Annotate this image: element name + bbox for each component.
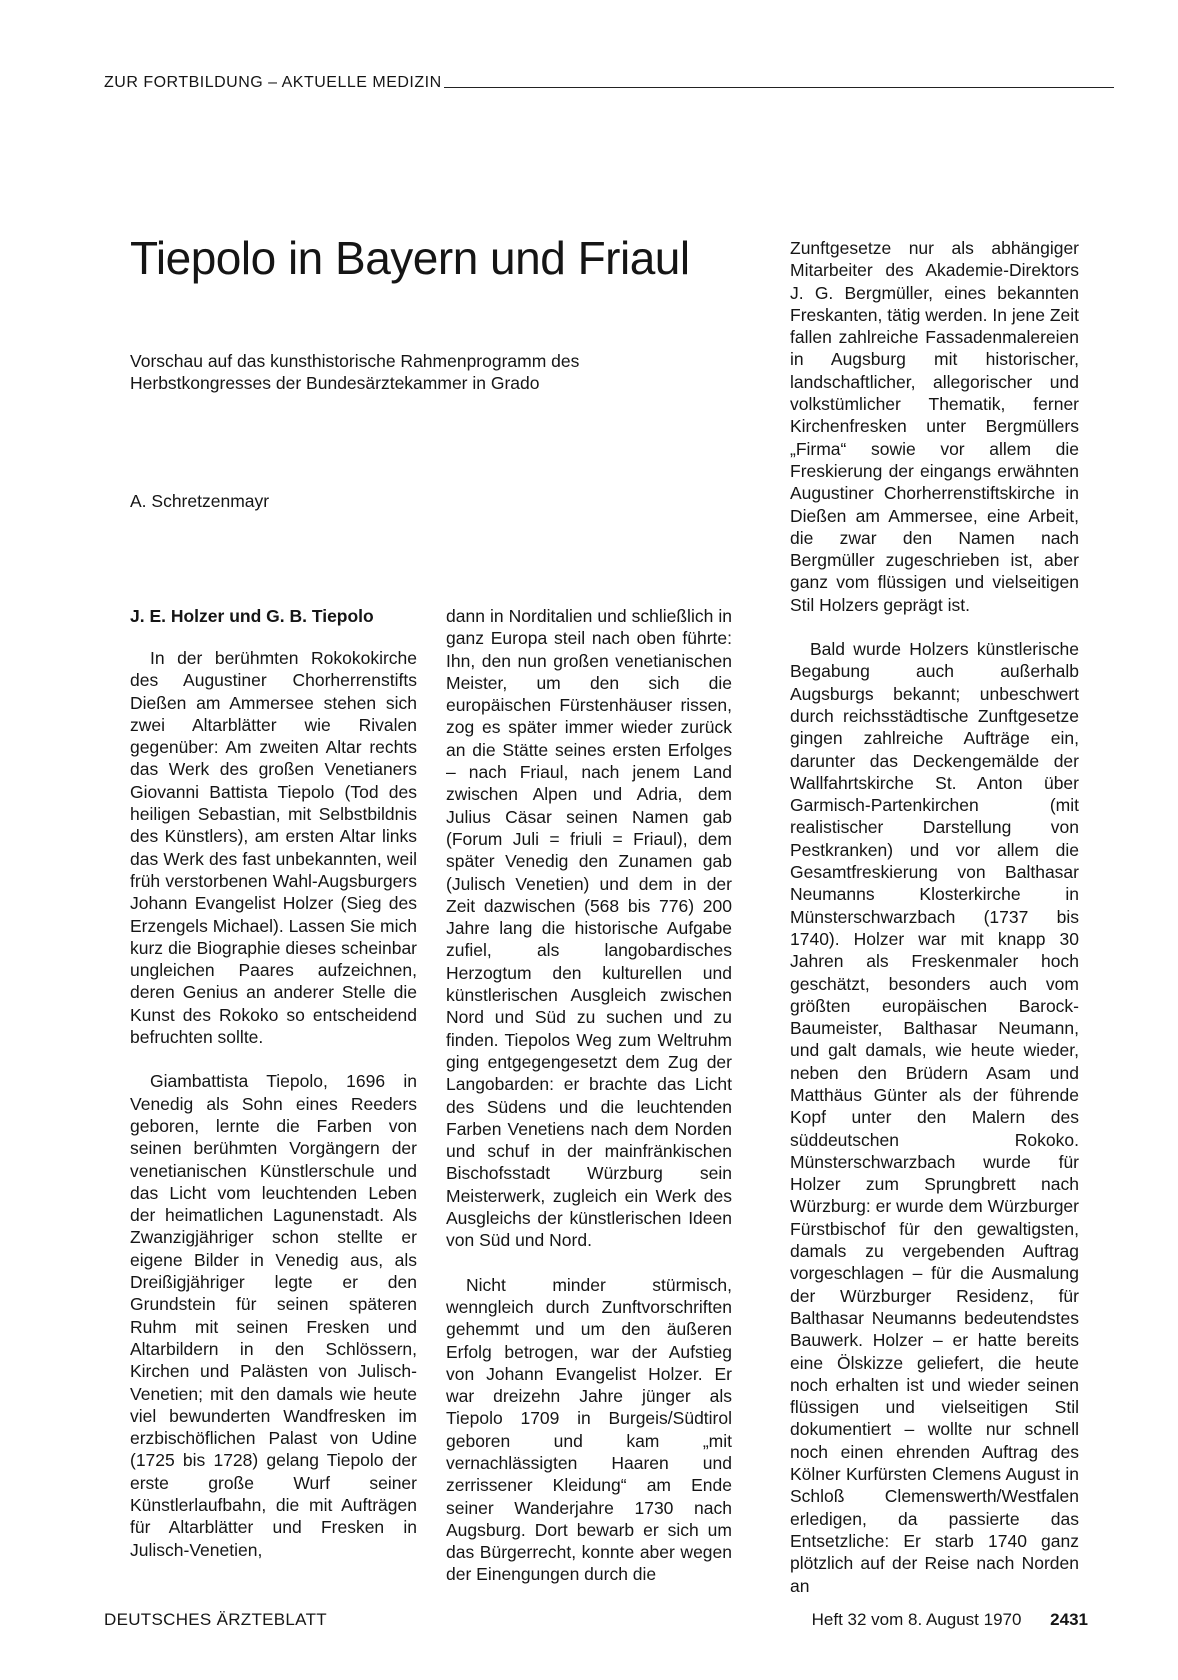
subtitle-line: Herbstkongresses der Bundesärztekammer in Grado (130, 373, 540, 393)
article-subtitle (130, 350, 670, 394)
subtitle-line: Vorschau auf das kunsthistorische Rahmenprogramm des (130, 351, 580, 371)
paragraph: Zunftgesetze nur als abhängiger Mitarbeiter des Akademie-Direktors J. G. Bergmüller, eines bekannten Freskanten, tätig werden. In jene Zeit fallen zahlreiche Fassadenmalereien in Augsburg mit historischer, landschaftlicher, allegorischer und volkstümlicher Thematik, ferner Kirchenfresken unter Bergmüllers „Firma“ sowie vor allem die Freskierung der eingangs erwähnten Augustiner Chorherrenstiftskirche in Dießen am Ammersee, eine Arbeit, die zwar den Namen nach Bergmüller zugeschrieben ist, aber ganz vom flüssigen und vielseitigen Stil Holzers geprägt ist. (790, 238, 1079, 615)
text-column-3 (790, 237, 1079, 1597)
text-column-1 (130, 605, 417, 1561)
journal-name: DEUTSCHES ÄRZTEBLATT (104, 1610, 327, 1629)
paragraph: dann in Norditalien und schließlich in ganz Europa steil nach oben führte: Ihn, den nun großen venetianischen Meister, um den sich die europäischen Fürstenhäuser rissen, zog es später immer wieder zurück an die Stätte seines ersten Erfolges – nach Friaul, nach jenem Land zwischen Alpen und Adria, dem Julius Cäsar seinen Namen gab (Forum Juli = friuli = Friaul), dem später Venedig den Zunamen gab (Julisch Venetien) und dem in der Zeit dazwischen (568 bis 776) 200 Jahre lang die historische Aufgabe zufiel, als langobardisches Herzogtum den kulturellen und künstlerischen Ausgleich zwischen Nord und Süd zu suchen und zu finden. Tiepolos Weg zum Weltruhm ging entgegengesetzt dem Zug der Langobarden: er brachte das Licht des Südens und die leuchtenden Farben Venetiens nach dem Norden und schuf in der mainfränkischen Bischofsstadt Würzburg sein Meisterwerk, zugleich ein Werk des Ausgleichs der künstlerischen Ideen von Süd und Nord. (446, 606, 732, 1251)
header-rule (444, 87, 1114, 88)
section-heading: J. E. Holzer und G. B. Tiepolo (130, 606, 374, 626)
paragraph: Nicht minder stürmisch, wenngleich durch Zunftvorschriften gehemmt und um den äußeren Erfolg betrogen, war der Aufstieg von Johann Evangelist Holzer. Er war dreizehn Jahre jünger als Tiepolo 1709 in Burgeis/Südtirol geboren und kam „mit vernachlässigten Haaren und zerrissener Kleidung“ am Ende seiner Wanderjahre 1730 nach Augsburg. Dort bewarb er sich um das Bürgerrecht, konnte aber wegen der Einengungen durch die (446, 1274, 732, 1585)
section-label: ZUR FORTBILDUNG – AKTUELLE MEDIZIN (104, 74, 442, 91)
text-column-2 (446, 605, 732, 1586)
running-header (104, 74, 1114, 92)
paragraph: In der berühmten Rokokokirche des Augustiner Chorherrenstifts Dießen am Ammersee stehen sich zwei Altarblätter wie Rivalen gegenüber: Am zweiten Altar rechts das Werk des großen Venetianers Giovanni Battista Tiepolo (Tod des heiligen Sebastian, mit Selbstbildnis des Künstlers), am ersten Altar links das Werk des fast unbekannten, weil früh verstorbenen Wahl-Augsburgers Johann Evangelist Holzer (Sieg des Erzengels Michael). Lassen Sie mich kurz die Biographie dieses scheinbar ungleichen Paares aufzeichnen, deren Genius an anderer Stelle die Kunst des Rokoko so entscheidend befruchten sollte. (130, 648, 417, 1048)
article-title: Tiepolo in Bayern und Friaul (130, 232, 690, 284)
paragraph: Giambattista Tiepolo, 1696 in Venedig als Sohn eines Reeders geboren, lernte die Farben von seinen berühmten Vorgängern der venetianischen Künstlerschule und das Licht vom leuchtenden Leben der heimatlichen Lagunenstadt. Als Zwanzigjähriger schon stellte er eigene Bilder in Venedig aus, als Dreißigjähriger legte er den Grundstein für seinen späteren Ruhm mit seinen Fresken und Altarbildern in den Schlössern, Kirchen und Palästen von Julisch-Venetien; mit den damals wie heute viel bewunderten Wandfresken im erzbischöflichen Palast von Udine (1725 bis 1728) gelang Tiepolo der erste große Wurf seiner Künstlerlaufbahn, die mit Aufträgen für Altarblätter und Fresken in Julisch-Venetien, (130, 1071, 417, 1560)
issue-info: Heft 32 vom 8. August 1970 (811, 1610, 1022, 1629)
article-author: A. Schretzenmayr (130, 491, 270, 511)
footer-issue-info (812, 1610, 1088, 1630)
paragraph: Bald wurde Holzers künstlerische Begabung auch außerhalb Augsburgs bekannt; unbeschwert durch reichsstädtische Zunftgesetze gingen zahlreiche Aufträge ein, darunter das Deckengemälde der Wallfahrtskirche St. Anton über Garmisch-Partenkirchen (mit realistischer Darstellung von Pestkranken) und vor allem die Gesamtfreskierung von Balthasar Neumanns Klosterkirche in Münsterschwarzbach (1737 bis 1740). Holzer war mit knapp 30 Jahren als Freskenmaler hoch geschätzt, besonders auch vom größten europäischen Barock-Baumeister, Balthasar Neumann, und galt damals, wie heute wieder, neben den Brüdern Asam und Matthäus Günter als der führende Kopf unter den Malern des süddeutschen Rokoko. Münsterschwarzbach wurde für Holzer zum Sprungbrett nach Würzburg: er wurde dem Würzburger Fürstbischof für den gewaltigsten, damals zu vergebenden Auftrag vorgeschlagen – für die Ausmalung der Würzburger Residenz, für Balthasar Neumanns bedeutendstes Bauwerk. Holzer – er hatte bereits eine Ölskizze geliefert, die heute noch erhalten ist und wieder seinen flüssigen und vielseitigen Stil dokumentiert – wollte nur schnell noch einen ehrenden Auftrag des Kölner Kurfürsten Clemens August in Schloß Clemenswerth/Westfalen erledigen, da passierte das Entsetzliche: Er starb 1740 ganz plötzlich auf der Reise nach Norden an (790, 639, 1079, 1596)
page-number: 2431 (1050, 1610, 1088, 1629)
